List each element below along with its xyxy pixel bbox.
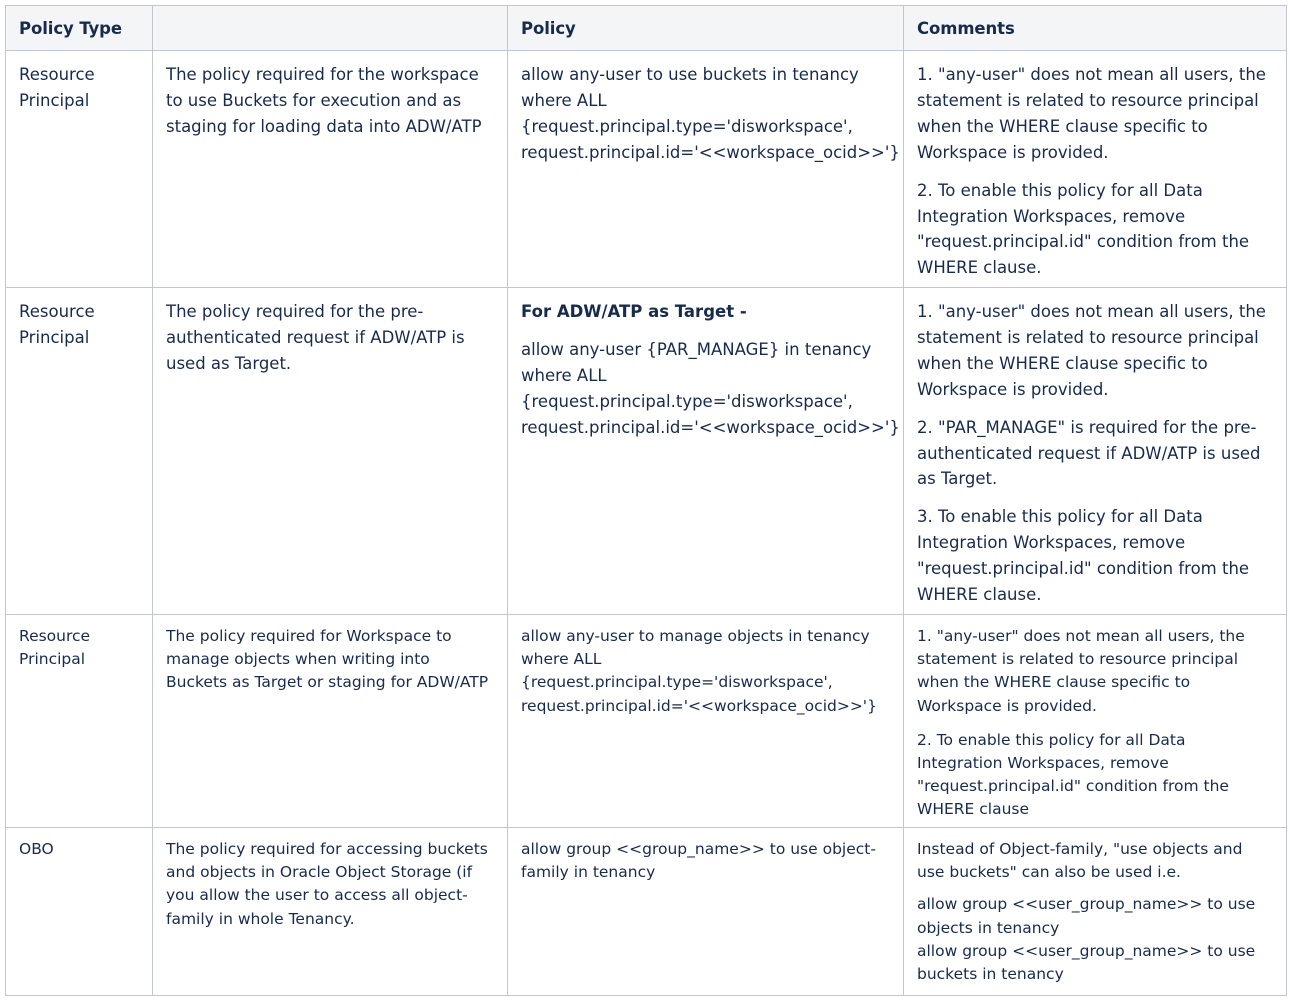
comment: allow group <<user_group_name>> to use objects in tenancy xyxy=(917,895,1256,937)
header-policy-type: Policy Type xyxy=(6,6,153,51)
comment: 1. "any-user" does not mean all users, the statement is related to resource principal when the WHERE clause specific to Workspace is provided. xyxy=(917,302,1266,399)
comment: 2. To enable this policy for all Data Integration Workspaces, remove "request.principal.id" condition from the WHERE clause xyxy=(917,730,1229,819)
header-policy: Policy xyxy=(508,6,904,51)
policy-cell xyxy=(508,828,904,996)
table-header-row xyxy=(6,6,1287,51)
policy-type-cell: Resource Principal xyxy=(6,51,153,288)
comments-cell xyxy=(904,615,1287,828)
policy-table xyxy=(5,5,1287,996)
policy-cell xyxy=(508,288,904,615)
comments-cell xyxy=(904,828,1287,996)
policy-heading: For ADW/ATP as Target - xyxy=(521,302,747,321)
comment: Instead of Object-family, "use objects and use buckets" can also be used i.e. xyxy=(917,840,1243,882)
policy-cell xyxy=(508,615,904,828)
policy-type-cell: OBO xyxy=(6,828,153,996)
comment: 2. To enable this policy for all Data Integration Workspaces, remove "request.principal.id" condition from the WHERE clause. xyxy=(917,180,1250,278)
table-row xyxy=(6,828,1287,996)
policy-statement: allow any-user to manage objects in tenancy where ALL {request.principal.type='disworkspace', request.principal.id='<<workspace_ocid>>'} xyxy=(521,627,877,715)
comments-cell xyxy=(904,51,1287,288)
comment: 2. "PAR_MANAGE" is required for the pre-authenticated request if ADW/ATP is used as Target. xyxy=(917,417,1261,489)
policy-cell xyxy=(508,51,904,288)
comments-cell xyxy=(904,288,1287,615)
table-row xyxy=(6,51,1287,288)
policy-statement: allow any-user to use buckets in tenancy where ALL {request.principal.type='disworkspace', request.principal.id='<<workspace_ocid>>'} xyxy=(521,65,900,162)
table-row xyxy=(6,288,1287,615)
policy-statement: allow group <<group_name>> to use object-family in tenancy xyxy=(521,840,876,882)
comment: 3. To enable this policy for all Data Integration Workspaces, remove "request.principal.id" condition from the WHERE clause. xyxy=(917,507,1250,605)
header-description xyxy=(153,6,508,51)
comment: 1. "any-user" does not mean all users, the statement is related to resource principal when the WHERE clause specific to Workspace is provided. xyxy=(917,627,1245,715)
description-cell: The policy required for Workspace to manage objects when writing into Buckets as Target or staging for ADW/ATP xyxy=(153,615,508,828)
description-cell: The policy required for the workspace to use Buckets for execution and as staging for loading data into ADW/ATP xyxy=(153,51,508,288)
header-comments: Comments xyxy=(904,6,1287,51)
comment: 1. "any-user" does not mean all users, the statement is related to resource principal when the WHERE clause specific to Workspace is provided. xyxy=(917,65,1266,162)
description-cell: The policy required for accessing buckets and objects in Oracle Object Storage (if you allow the user to access all object-family in whole Tenancy. xyxy=(153,828,508,996)
policy-statement: allow any-user {PAR_MANAGE} in tenancy where ALL {request.principal.type='disworkspace', request.principal.id='<<workspace_ocid>>'} xyxy=(521,339,900,437)
description-cell: The policy required for the pre-authenticated request if ADW/ATP is used as Target. xyxy=(153,288,508,615)
policy-type-cell: Resource Principal xyxy=(6,288,153,615)
comment: allow group <<user_group_name>> to use buckets in tenancy xyxy=(917,941,1256,984)
table-row xyxy=(6,615,1287,828)
policy-type-cell: Resource Principal xyxy=(6,615,153,828)
